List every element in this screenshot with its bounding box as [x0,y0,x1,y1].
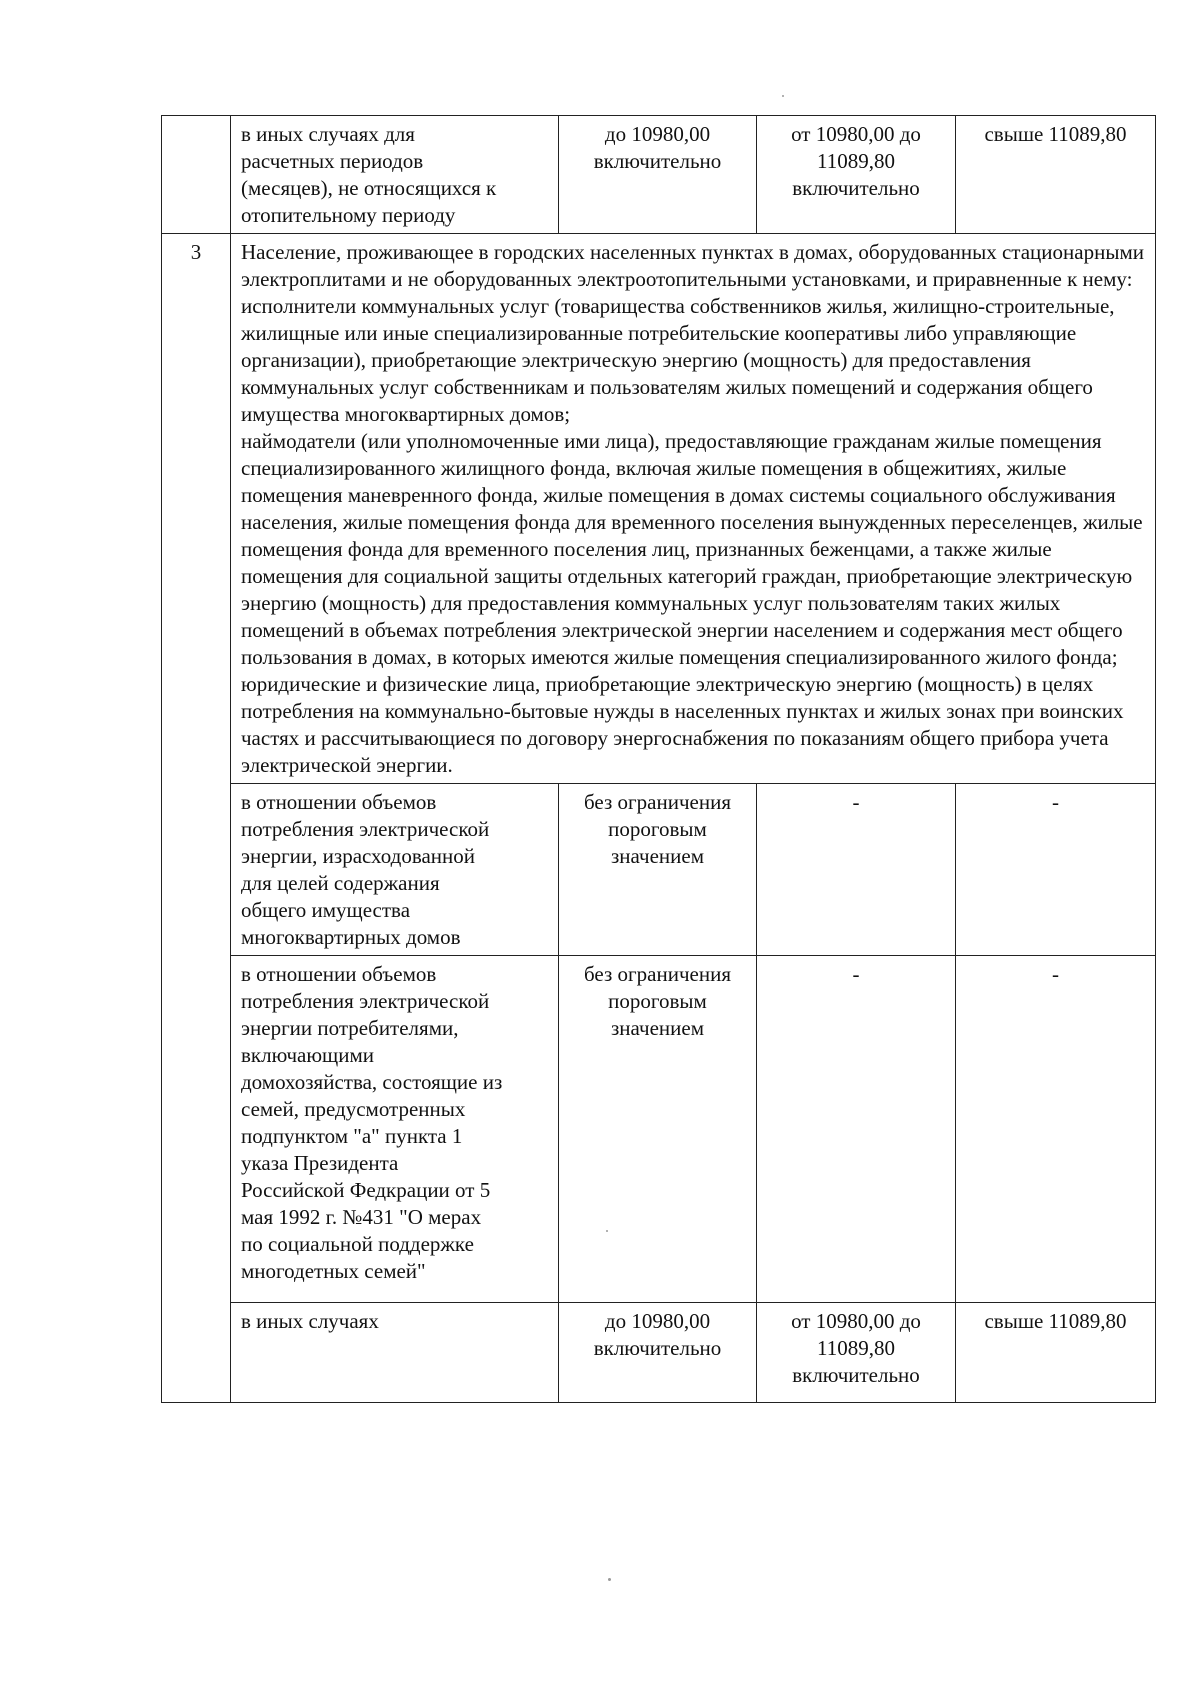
description-cell: в отношении объемов потребления электрической энергии потребителями, включающими домохозяйства, состоящие из семей, предусмотренных подпунктом "а" пункта 1 указа Президента Российской Федкрации от 5 мая 1992 г. №431 "О мерах по социальной поддержке многодетных семей" [231,956,559,1303]
threshold-mid-cell: от 10980,00 до 11089,80 включительно [757,116,956,234]
scan-speck [782,95,784,97]
threshold-low-cell: до 10980,00 включительно [559,116,757,234]
table-row [162,1303,1156,1403]
threshold-mid-cell: - [757,956,956,1303]
threshold-high-cell: свыше 11089,80 [956,1303,1156,1403]
description-cell: в иных случаях [231,1303,559,1403]
category-description-cell: Население, проживающее в городских населенных пунктах в домах, оборудованных стационарными электроплитами и не оборудованных электроотопительными установками, и приравненные к нему: исполнители коммунальных услуг (товарищества собственников жилья, жилищно-строительные, жилищные или иные специализированные потребительские кооперативы либо управляющие организации), приобретающие электрическую энергию (мощность) для предоставления коммунальных услуг собственникам и пользователям жилых помещений и содержания общего имущества многоквартирных домов; наймодатели (или уполномоченные ими лица), предоставляющие гражданам жилые помещения специализированного жилищного фонда, включая жилые помещения в общежитиях, жилые помещения маневренного фонда, жилые помещения в домах системы социального обслуживания населения, жилые помещения фонда для временного поселения вынужденных переселенцев, жилые помещения фонда для временного поселения лиц, признанных беженцами, а также жилые помещения для социальной защиты отдельных категорий граждан, приобретающие электрическую энергию (мощность) для предоставления коммунальных услуг пользователям таких жилых помещений в объемах потребления электрической энергии населением и содержания мест общего пользования в домах, в которых имеются жилые помещения специализированного жилого фонда; юридические и физические лица, приобретающие электрическую энергию (мощность) в целях потребления на коммунально-бытовые нужды в населенных пунктах и жилых зонах при воинских частях и рассчитывающиеся по договору энергоснабжения по показаниям общего прибора учета электрической энергии. [231,234,1156,784]
scan-speck [606,1230,608,1232]
table-row [162,234,1156,784]
scan-speck [608,1578,611,1581]
table-row [162,784,1156,956]
threshold-high-cell: - [956,956,1156,1303]
threshold-high-cell: свыше 11089,80 [956,116,1156,234]
threshold-low-cell: без ограничения пороговым значением [559,956,757,1303]
threshold-low-cell: без ограничения пороговым значением [559,784,757,956]
description-cell: в иных случаях для расчетных периодов (месяцев), не относящихся к отопительному периоду [231,116,559,234]
threshold-low-cell: до 10980,00 включительно [559,1303,757,1403]
row-number-cell [162,116,231,234]
threshold-mid-cell: - [757,784,956,956]
table-row [162,116,1156,234]
description-cell: в отношении объемов потребления электрической энергии, израсходованной для целей содержания общего имущества многоквартирных домов [231,784,559,956]
threshold-high-cell: - [956,784,1156,956]
threshold-mid-cell: от 10980,00 до 11089,80 включительно [757,1303,956,1403]
table-row [162,956,1156,1303]
tariff-table [161,115,1156,1403]
row-number-cell: 3 [162,234,231,1403]
